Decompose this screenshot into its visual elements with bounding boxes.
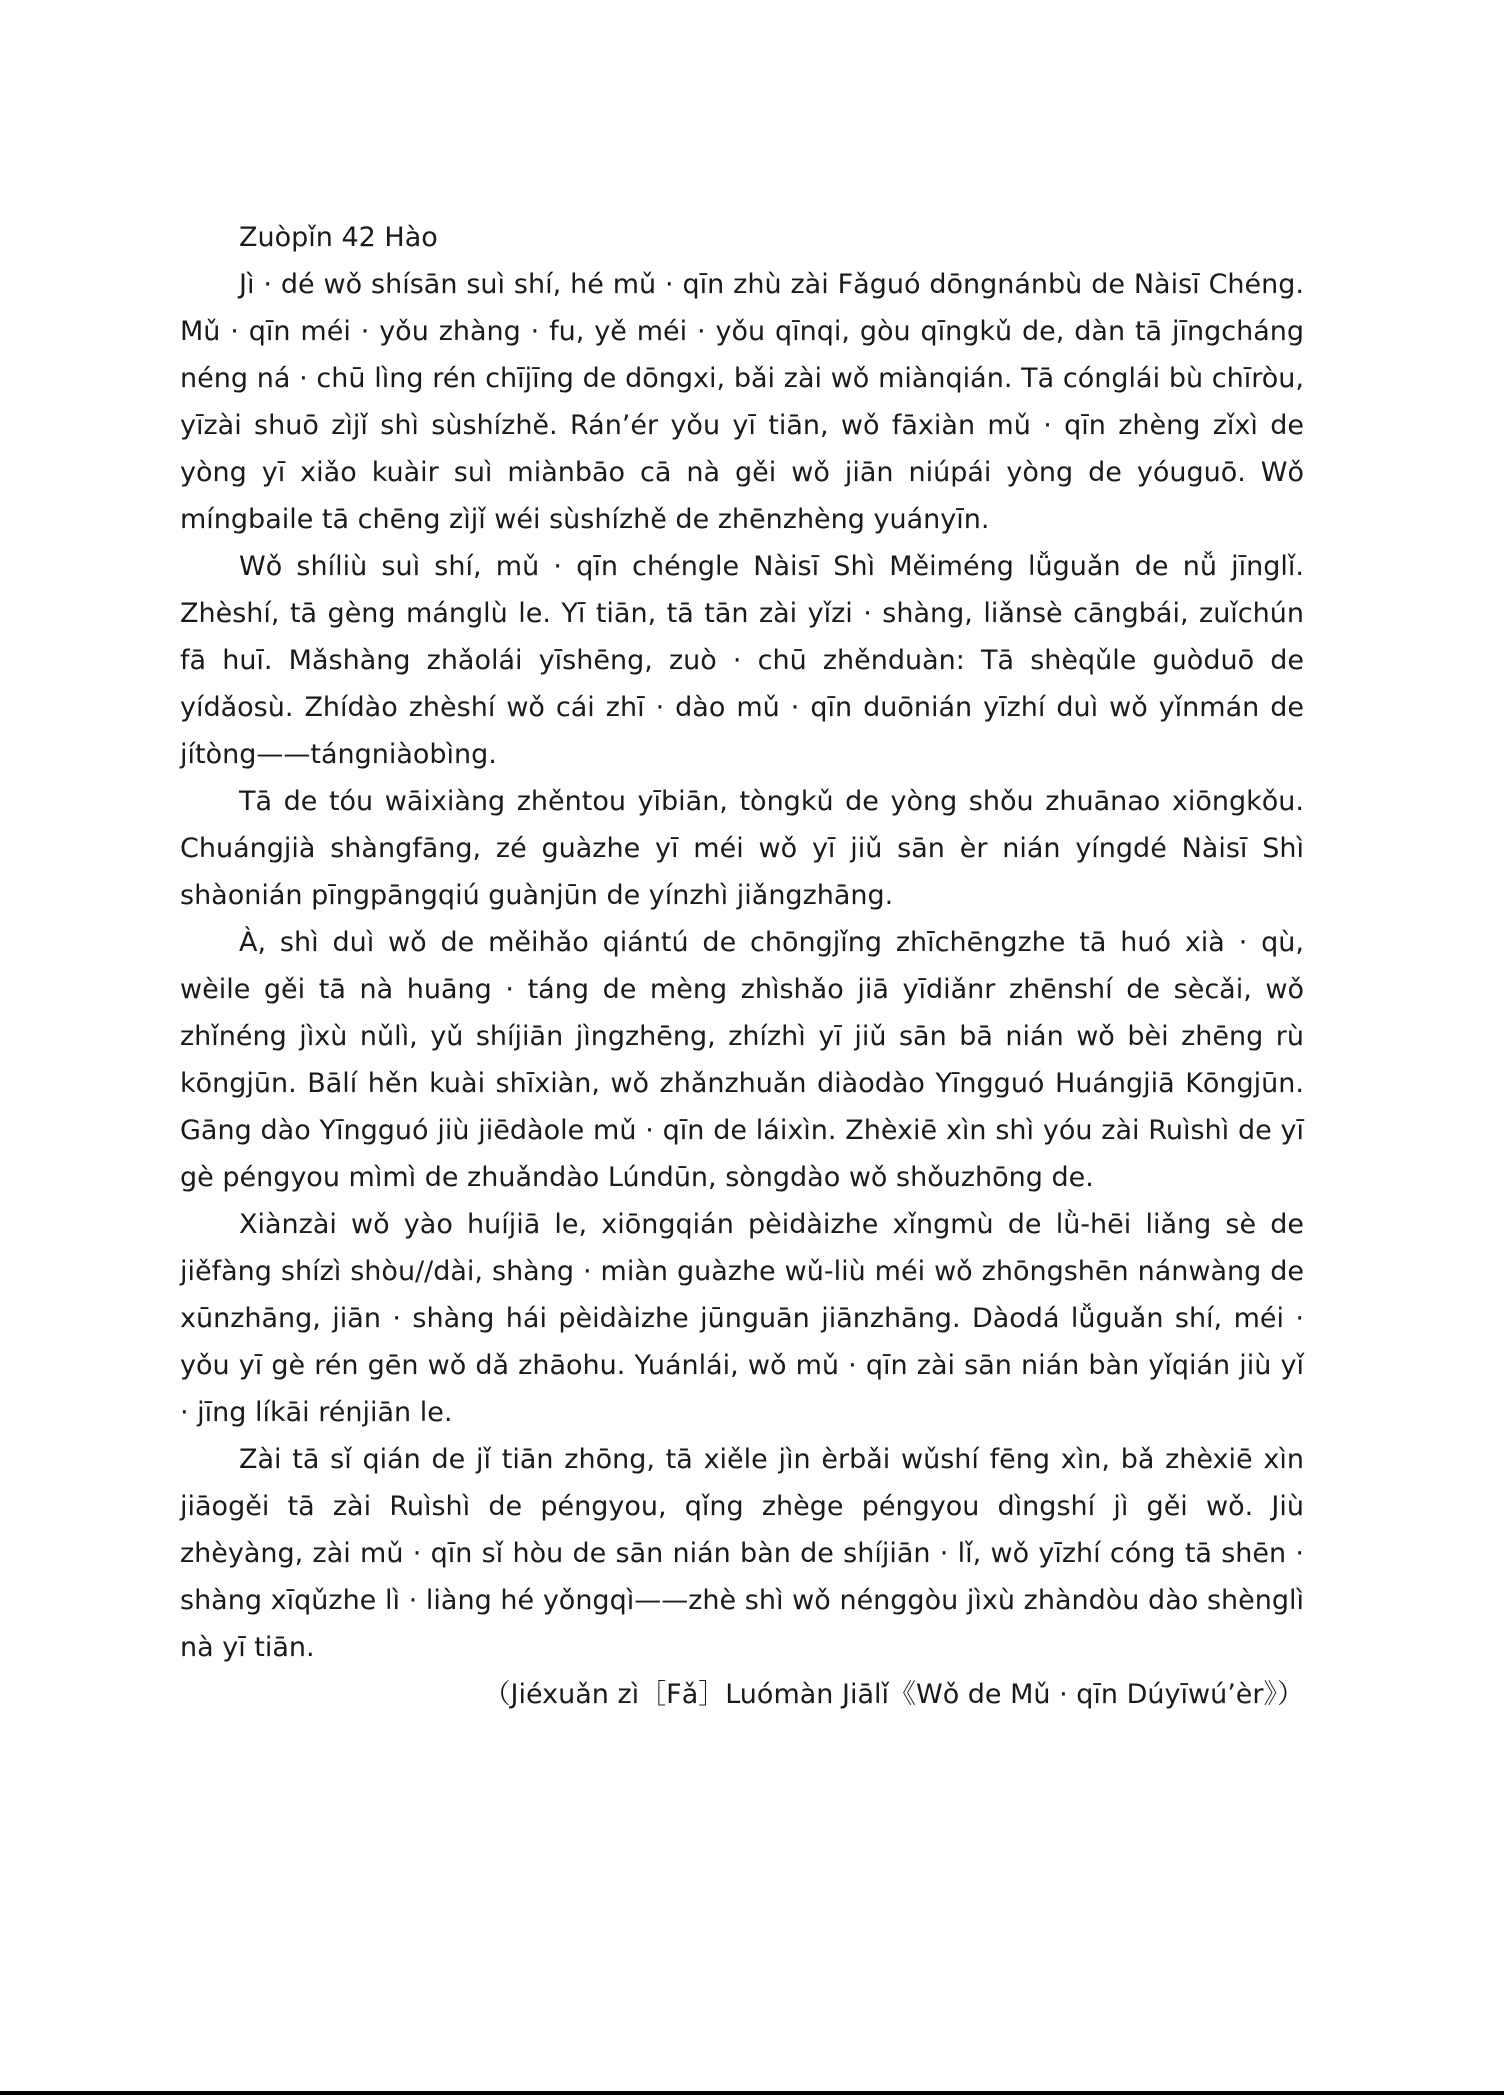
paragraph-3: Tā de tóu wāixiàng zhěntou yībiān, tòngkǔ de yòng shǒu zhuānao xiōngkǒu. Chuángjià shàngfāng, zé guàzhe yī méi wǒ yī jiǔ sān èr nián yíngdé Nàisī Shì shàonián pīngpāngqiú guànjūn de yínzhì jiǎngzhāng. [180,786,1304,911]
paragraph-4: À, shì duì wǒ de měihǎo qiántú de chōngjǐng zhīchēngzhe tā huó xià · qù, wèile gěi tā nà huāng · táng de mèng zhìshǎo jiā yīdiǎnr zhēnshí de sècǎi, wǒ zhǐnéng jìxù nǔlì, yǔ shíjiān jìngzhēng, zhízhì yī jiǔ sān bā nián wǒ bèi zhēng rù kōngjūn. Bālí hěn kuài shīxiàn, wǒ zhǎnzhuǎn diàodào Yīngguó Huángjiā Kōngjūn. Gāng dào Yīngguó jiù jiēdàole mǔ · qīn de láixìn. Zhèxiē xìn shì yóu zài Ruìshì de yī gè péngyou mìmì de zhuǎndào Lúndūn, sòngdào wǒ shǒuzhōng de. [180,927,1304,1193]
paragraph-1: Jì · dé wǒ shísān suì shí, hé mǔ · qīn zhù zài Fǎguó dōngnánbù de Nàisī Chéng. Mǔ · qīn méi · yǒu zhàng · fu, yě méi · yǒu qīnqi, gòu qīngkǔ de, dàn tā jīngcháng néng ná · chū lìng rén chījīng de dōngxi, bǎi zài wǒ miànqián. Tā cónglái bù chīròu, yīzài shuō zìjǐ shì sùshízhě. Rán’ér yǒu yī tiān, wǒ fāxiàn mǔ · qīn zhèng zǐxì de yòng yī xiǎo kuàir suì miànbāo cā nà gěi wǒ jiān niúpái yòng de yóuguō. Wǒ míngbaile tā chēng zìjǐ wéi sùshízhě de zhēnzhèng yuányīn. [180,269,1304,535]
paragraph-6: Zài tā sǐ qián de jǐ tiān zhōng, tā xiěle jìn èrbǎi wǔshí fēng xìn, bǎ zhèxiē xìn jiāogěi tā zài Ruìshì de péngyou, qǐng zhège péngyou dìngshí jì gěi wǒ. Jiù zhèyàng, zài mǔ · qīn sǐ hòu de sān nián bàn de shíjiān · lǐ, wǒ yīzhí cóng tā shēn · shàng xīqǔzhe lì · liàng hé yǒngqì——zhè shì wǒ nénggòu jìxù zhàndòu dào shènglì nà yī tiān. [180,1444,1304,1663]
document-body [180,214,1304,1718]
paragraph-5: Xiànzài wǒ yào huíjiā le, xiōngqián pèidàizhe xǐngmù de lǜ-hēi liǎng sè de jiěfàng shízì shòu//dài, shàng · miàn guàzhe wǔ-liù méi wǒ zhōngshēn nánwàng de xūnzhāng, jiān · shàng hái pèidàizhe jūnguān jiānzhāng. Dàodá lǚguǎn shí, méi · yǒu yī gè rén gēn wǒ dǎ zhāohu. Yuánlái, wǒ mǔ · qīn zài sān nián bàn yǐqián jiù yǐ · jīng líkāi rénjiān le. [180,1209,1304,1428]
bottom-border-line [0,2091,1504,2095]
source-citation: （Jiéxuǎn zì［Fǎ］Luómàn Jiālǐ《Wǒ de Mǔ · qīn Dúyīwú’èr》） [483,1679,1304,1710]
work-title: Zuòpǐn 42 Hào [239,222,438,253]
paragraph-2: Wǒ shíliù suì shí, mǔ · qīn chéngle Nàisī Shì Měiméng lǚguǎn de nǚ jīnglǐ. Zhèshí, tā gèng mánglù le. Yī tiān, tā tān zài yǐzi · shàng, liǎnsè cāngbái, zuǐchún fā huī. Mǎshàng zhǎolái yīshēng, zuò · chū zhěnduàn: Tā shèqǔle guòduō de yídǎosù. Zhídào zhèshí wǒ cái zhī · dào mǔ · qīn duōnián yīzhí duì wǒ yǐnmán de jítòng——tángniàobìng. [180,551,1304,770]
